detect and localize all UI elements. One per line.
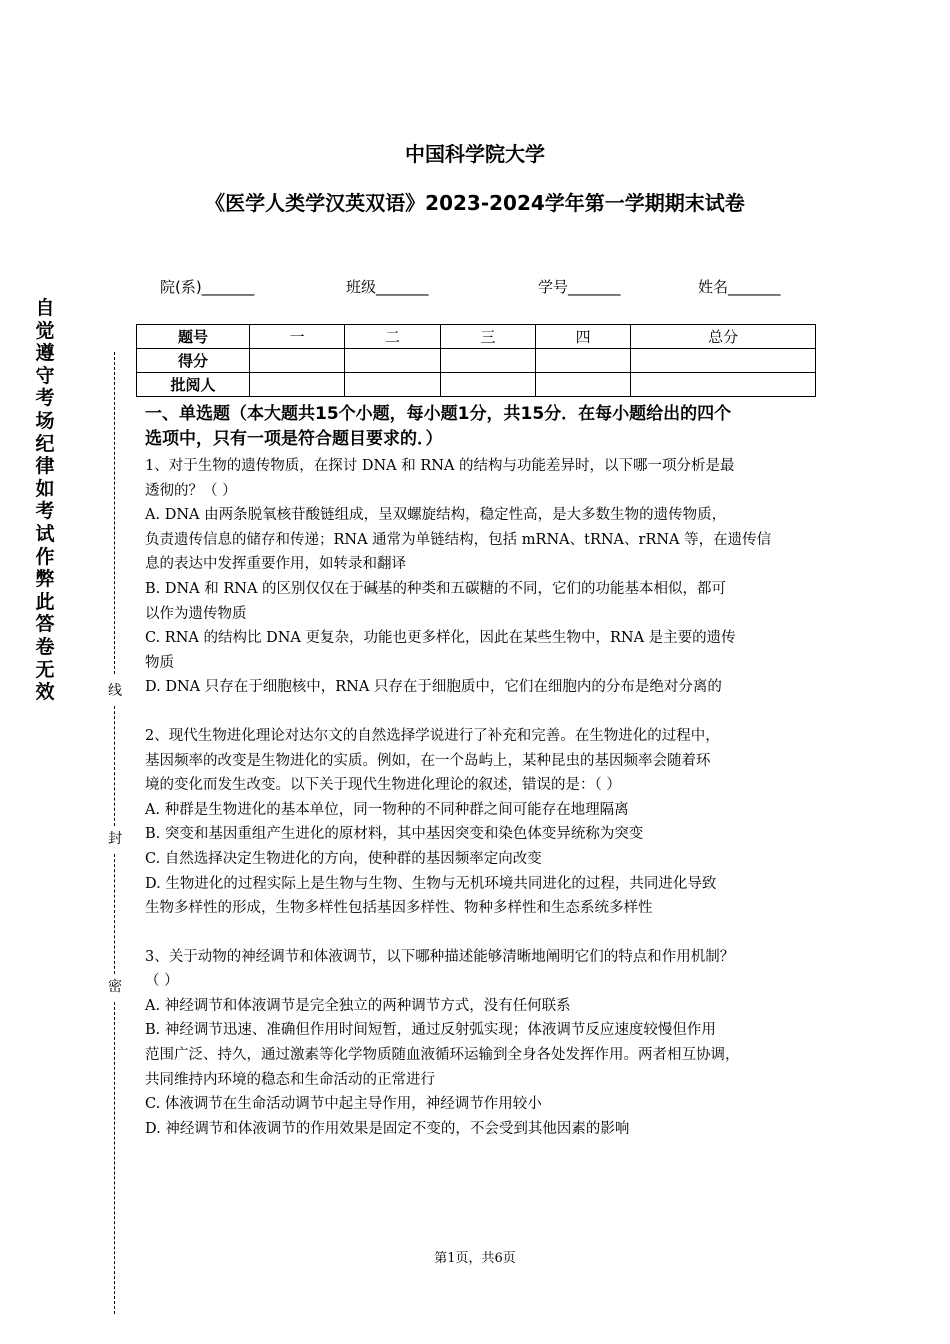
option-b: B. DNA 和 RNA 的区别仅仅在于碱基的种类和五碳糖的不同，它们的功能基本相似，都可 [145,580,727,597]
student-info-fields [160,276,800,298]
option-a: A. 种群是生物进化的基本单位，同一物种的不同种群之间可能存在地理隔离 [145,801,629,818]
binding-line-label: 线 [108,683,122,699]
score-header-cell: 四 [535,325,630,349]
grader-cell[interactable] [440,373,535,397]
department-field[interactable]: 院(系)_______ [160,278,255,296]
option-a: A. 神经调节和体液调节是完全独立的两种调节方式，没有任何联系 [145,997,571,1014]
grader-cell[interactable] [250,373,345,397]
exam-title: 《医学人类学汉英双语》2023-2024学年第一学期期末试卷 [205,191,745,215]
score-row [137,349,816,373]
score-header-cell: 一 [250,325,345,349]
student-id-field[interactable]: 学号_______ [538,278,621,296]
grader-cell[interactable] [345,373,440,397]
exam-discipline-notice: 自觉遵守考场纪律如考试作弊此答卷无效 [35,297,55,704]
question-stem: 1、对于生物的遗传物质，在探讨 DNA 和 RNA 的结构与功能差异时，以下哪一项分析是最 [145,458,735,474]
option-c: 物质 [145,654,174,671]
option-c: C. 体液调节在生命活动调节中起主导作用，神经调节作用较小 [145,1096,542,1113]
score-row-label: 得分 [137,349,250,373]
question-stem: 基因频率的改变是生物进化的实质。例如，在一个岛屿上，某种昆虫的基因频率会随着环 [145,752,711,769]
question-stem: 3、关于动物的神经调节和体液调节，以下哪种描述能够清晰地阐明它们的特点和作用机制？ [145,948,735,965]
name-field[interactable]: 姓名_______ [698,278,781,296]
binding-dashed-line [114,706,115,826]
binding-seal-label: 封 [108,831,122,847]
option-a: A. DNA 由两条脱氧核苷酸链组成，呈双螺旋结构，稳定性高，是大多数生物的遗传物质， [145,507,727,524]
option-a: 负责遗传信息的储存和传递；RNA 通常为单链结构，包括 mRNA、tRNA、rRNA 等，在遗传信 [145,531,772,548]
score-table [136,324,816,397]
score-header-cell: 二 [345,325,440,349]
score-cell[interactable] [345,349,440,373]
score-header-cell: 三 [440,325,535,349]
score-table-header [137,325,816,349]
option-c: C. 自然选择决定生物进化的方向，使种群的基因频率定向改变 [145,850,542,867]
binding-dashed-line [114,352,115,674]
score-cell[interactable] [535,349,630,373]
option-d: D. 生物进化的过程实际上是生物与生物、生物与无机环境共同进化的过程，共同进化导致 [145,875,717,892]
option-c: C. RNA 的结构比 DNA 更复杂，功能也更多样化，因此在某些生物中，RNA 是主要的遗传 [145,630,736,647]
grader-cell[interactable] [535,373,630,397]
score-cell[interactable] [440,349,535,373]
option-b: B. 神经调节迅速、准确但作用时间短暂，通过反射弧实现；体液调节反应速度较慢但作用 [145,1022,716,1039]
grader-row [137,373,816,397]
binding-dashed-line [114,1002,115,1314]
section-heading: 一、单选题（本大题共15个小题，每小题1分，共15分．在每小题给出的四个 [145,404,732,424]
binding-dashed-line [114,854,115,974]
question-stem: 2、现代生物进化理论对达尔文的自然选择学说进行了补充和完善。在生物进化的过程中， [145,727,720,744]
option-a: 息的表达中发挥重要作用，如转录和翻译 [145,556,406,573]
question-stem: 境的变化而发生改变。以下关于现代生物进化理论的叙述，错误的是：（ ） [145,777,621,794]
university-title: 中国科学院大学 [405,142,545,166]
exam-content [145,402,825,1141]
question-stem: 透彻的？（ ） [145,482,237,499]
question-1 [145,454,825,700]
score-header-cell: 总分 [631,325,816,349]
option-d: D. DNA 只存在于细胞核中，RNA 只存在于细胞质中，它们在细胞内的分布是绝对分离的 [145,679,722,696]
section-heading: 选项中，只有一项是符合题目要求的．） [145,429,443,449]
option-d: D. 神经调节和体液调节的作用效果是固定不变的，不会受到其他因素的影响 [145,1120,630,1137]
question-stem: （ ） [145,973,179,990]
binding-secret-label: 密 [108,979,122,995]
score-cell[interactable] [631,349,816,373]
option-b: 以作为遗传物质 [145,605,247,622]
score-header-cell: 题号 [137,325,250,349]
grader-cell[interactable] [631,373,816,397]
grader-row-label: 批阅人 [137,373,250,397]
page-number: 第1页，共6页 [434,1251,516,1266]
question-3 [145,945,825,1142]
score-cell[interactable] [250,349,345,373]
option-b: B. 突变和基因重组产生进化的原材料，其中基因突变和染色体变异统称为突变 [145,826,644,843]
question-2 [145,724,825,921]
option-d: 生物多样性的形成，生物多样性包括基因多样性、物种多样性和生态系统多样性 [145,900,653,917]
option-b: 范围广泛、持久，通过激素等化学物质随血液循环运输到全身各处发挥作用。两者相互协调， [145,1047,740,1064]
class-field[interactable]: 班级_______ [346,278,429,296]
option-b: 共同维持内环境的稳态和生命活动的正常进行 [145,1071,435,1088]
